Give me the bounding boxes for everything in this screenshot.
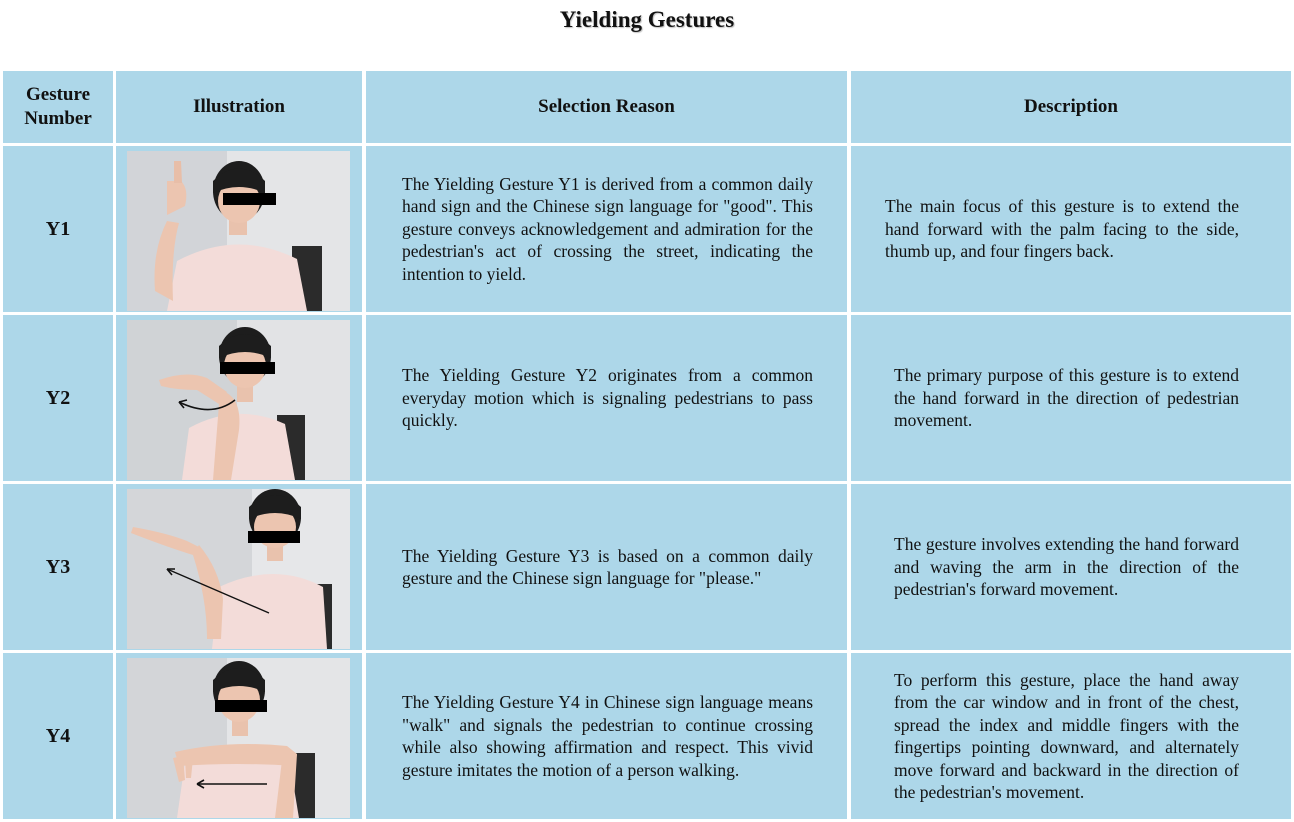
- illustration-y1-photo: [127, 151, 350, 311]
- reason-cell-y2: [366, 315, 847, 481]
- reason-cell-y3: [366, 484, 847, 650]
- illustration-cell-y3: [116, 484, 362, 650]
- gesture-number-y4: Y4: [3, 653, 113, 819]
- reason-cell-y1: [366, 146, 847, 312]
- gesture-number-y3: Y3: [3, 484, 113, 650]
- reason-text-y1: The Yielding Gesture Y1 is derived from a common daily hand sign and the Chinese sign language for "good". This gesture conveys acknowledgement and admiration for the pedestrian's act of crossing the street, indicating the intention to yield.: [402, 173, 813, 284]
- header-selection-reason: Selection Reason: [366, 71, 847, 143]
- illustration-y2-photo: [127, 320, 350, 480]
- reason-text-y2: The Yielding Gesture Y2 originates from a common everyday motion which is signaling pedestrians to pass quickly.: [402, 365, 813, 431]
- page-title: Yielding Gestures: [559, 7, 735, 32]
- illustration-cell-y1: [116, 146, 362, 312]
- description-text-y3: The gesture involves extending the hand forward and waving the arm in the direction of the pedestrian's forward movement.: [894, 534, 1239, 600]
- description-cell-y1: [851, 146, 1291, 312]
- illustration-y3-photo: [127, 489, 350, 649]
- header-gesture-number: Gesture Number: [3, 71, 113, 143]
- reason-text-y4: The Yielding Gesture Y4 in Chinese sign language means "walk" and signals the pedestrian to continue crossing while also showing affirmation and respect. This vivid gesture imitates the motion of a person walking.: [402, 692, 813, 780]
- illustration-y4-photo: [127, 658, 350, 818]
- description-text-y1: The main focus of this gesture is to extend the hand forward with the palm facing to the side, thumb up, and four fingers back.: [885, 196, 1239, 262]
- gesture-number-y1: Y1: [3, 146, 113, 312]
- description-text-y2: The primary purpose of this gesture is to extend the hand forward in the direction of pedestrian movement.: [894, 365, 1239, 431]
- gesture-number-y2: Y2: [3, 315, 113, 481]
- header-description: Description: [851, 71, 1291, 143]
- illustration-cell-y4: [116, 653, 362, 819]
- description-cell-y4: [851, 653, 1291, 819]
- reason-text-y3: The Yielding Gesture Y3 is based on a common daily gesture and the Chinese sign language for "please.": [402, 545, 813, 588]
- reason-cell-y4: [366, 653, 847, 819]
- illustration-cell-y2: [116, 315, 362, 481]
- description-cell-y2: [851, 315, 1291, 481]
- description-text-y4: To perform this gesture, place the hand away from the car window and in front of the chest, spread the index and middle fingers with the fingertips pointing downward, and alternately move forward and backward in the direction of the pedestrian's movement.: [894, 669, 1239, 802]
- description-cell-y3: [851, 484, 1291, 650]
- header-illustration: Illustration: [116, 71, 362, 143]
